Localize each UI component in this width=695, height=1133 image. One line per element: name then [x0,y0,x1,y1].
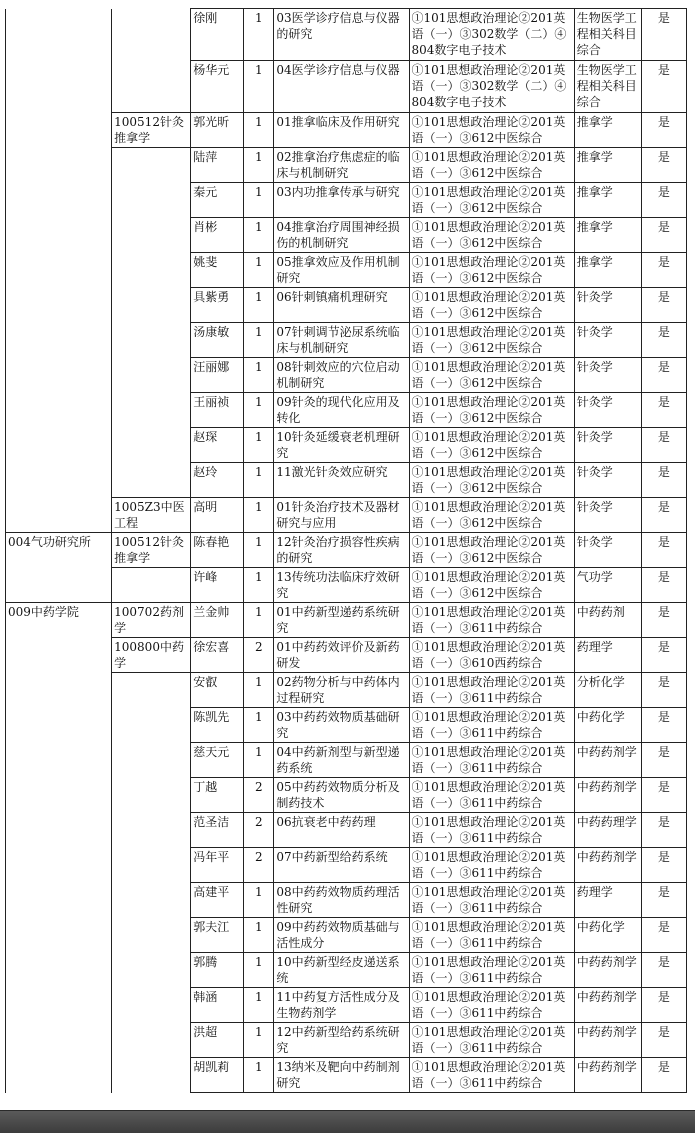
flag-cell: 是 [641,9,686,61]
supervisor-cell: 陈凯先 [191,708,244,743]
table-row [6,953,687,988]
retest-subject-cell: 药理学 [574,638,641,673]
major-cell [112,148,191,183]
research-direction-cell: 02推拿治疗焦虑症的临床与机制研究 [274,148,409,183]
retest-subject-cell: 针灸学 [574,393,641,428]
exam-subjects-cell: ①101思想政治理论②201英语（一）③612中医综合 [409,498,574,533]
table-row [6,61,687,113]
retest-subject-cell: 生物医学工程相关科目综合 [574,9,641,61]
enrollment-count-cell: 2 [244,638,274,673]
supervisor-cell: 安叡 [191,673,244,708]
department-cell [6,918,112,953]
department-cell [6,9,112,61]
flag-cell: 是 [641,61,686,113]
enrollment-count-cell: 1 [244,183,274,218]
exam-subjects-cell: ①101思想政治理论②201英语（一）③612中医综合 [409,393,574,428]
enrollment-count-cell: 1 [244,918,274,953]
research-direction-cell: 07中药新型给药系统 [274,848,409,883]
enrollment-count-cell: 1 [244,358,274,393]
research-direction-cell: 04医学诊疗信息与仪器 [274,61,409,113]
retest-subject-cell: 中药药剂学 [574,988,641,1023]
enrollment-count-cell: 1 [244,9,274,61]
department-cell [6,218,112,253]
table-row [6,918,687,953]
major-cell [112,9,191,61]
exam-subjects-cell: ①101思想政治理论②201英语（一）③611中药综合 [409,708,574,743]
department-cell [6,1058,112,1093]
exam-subjects-cell: ①101思想政治理论②201英语（一）③612中医综合 [409,568,574,603]
viewer-bottom-bar [0,1110,695,1133]
exam-subjects-cell: ①101思想政治理论②201英语（一）③612中医综合 [409,428,574,463]
table-row [6,848,687,883]
research-direction-cell: 13传统功法临床疗效研究 [274,568,409,603]
research-direction-cell: 09针灸的现代化应用及转化 [274,393,409,428]
table-row [6,813,687,848]
supervisor-cell: 范圣洁 [191,813,244,848]
table-row [6,148,687,183]
enrollment-count-cell: 1 [244,568,274,603]
enrollment-count-cell: 2 [244,813,274,848]
flag-cell: 是 [641,568,686,603]
department-cell [6,848,112,883]
flag-cell: 是 [641,883,686,918]
major-cell: 100512针灸推拿学 [112,113,191,148]
enrollment-count-cell: 1 [244,498,274,533]
flag-cell: 是 [641,323,686,358]
major-cell: 100702药剂学 [112,603,191,638]
department-cell [6,638,112,673]
retest-subject-cell: 中药药剂 [574,603,641,638]
table-row [6,113,687,148]
enrollment-count-cell: 1 [244,1023,274,1058]
table-row [6,883,687,918]
flag-cell: 是 [641,393,686,428]
table-row [6,183,687,218]
supervisor-cell: 汪丽娜 [191,358,244,393]
table-row [6,533,687,568]
flag-cell: 是 [641,428,686,463]
flag-cell: 是 [641,848,686,883]
enrollment-count-cell: 1 [244,218,274,253]
enrollment-count-cell: 1 [244,953,274,988]
supervisor-cell: 胡凯莉 [191,1058,244,1093]
table-row [6,743,687,778]
supervisor-cell: 郭光昕 [191,113,244,148]
retest-subject-cell: 中药药剂学 [574,1023,641,1058]
retest-subject-cell: 针灸学 [574,428,641,463]
department-cell [6,673,112,708]
department-cell [6,113,112,148]
major-cell [112,428,191,463]
table-row [6,778,687,813]
table-row [6,288,687,323]
supervisor-cell: 王丽祯 [191,393,244,428]
retest-subject-cell: 推拿学 [574,113,641,148]
department-cell [6,358,112,393]
flag-cell: 是 [641,743,686,778]
enrollment-count-cell: 1 [244,148,274,183]
flag-cell: 是 [641,358,686,393]
exam-subjects-cell: ①101思想政治理论②201英语（一）③611中药综合 [409,813,574,848]
department-cell [6,61,112,113]
research-direction-cell: 10针灸延缓衰老机理研究 [274,428,409,463]
exam-subjects-cell: ①101思想政治理论②201英语（一）③612中医综合 [409,358,574,393]
exam-subjects-cell: ①101思想政治理论②201英语（一）③612中医综合 [409,148,574,183]
supervisor-cell: 杨华元 [191,61,244,113]
retest-subject-cell: 中药药剂学 [574,848,641,883]
exam-subjects-cell: ①101思想政治理论②201英语（一）③612中医综合 [409,183,574,218]
flag-cell: 是 [641,498,686,533]
department-cell: 004气功研究所 [6,533,112,568]
enrollment-count-cell: 1 [244,673,274,708]
table-row [6,708,687,743]
table-row [6,463,687,498]
table-row [6,323,687,358]
table-row [6,358,687,393]
department-cell [6,148,112,183]
flag-cell: 是 [641,253,686,288]
major-cell [112,708,191,743]
enrollment-count-cell: 2 [244,848,274,883]
research-direction-cell: 04推拿治疗周围神经损伤的机制研究 [274,218,409,253]
major-cell [112,673,191,708]
research-direction-cell: 05推拿效应及作用机制研究 [274,253,409,288]
retest-subject-cell: 中药药剂学 [574,953,641,988]
table-row [6,1023,687,1058]
department-cell [6,428,112,463]
major-cell [112,288,191,323]
enrollment-count-cell: 1 [244,988,274,1023]
enrollment-count-cell: 1 [244,708,274,743]
flag-cell: 是 [641,988,686,1023]
retest-subject-cell: 针灸学 [574,358,641,393]
flag-cell: 是 [641,673,686,708]
table-row [6,498,687,533]
research-direction-cell: 01推拿临床及作用研究 [274,113,409,148]
department-cell [6,988,112,1023]
exam-subjects-cell: ①101思想政治理论②201英语（一）③611中药综合 [409,848,574,883]
supervisor-cell: 韩涵 [191,988,244,1023]
department-cell: 009中药学院 [6,603,112,638]
retest-subject-cell: 推拿学 [574,183,641,218]
retest-subject-cell: 中药药剂学 [574,778,641,813]
department-cell [6,253,112,288]
department-cell [6,708,112,743]
department-cell [6,1023,112,1058]
major-cell: 1005Z3中医工程 [112,498,191,533]
research-direction-cell: 03医学诊疗信息与仪器的研究 [274,9,409,61]
department-cell [6,183,112,218]
research-direction-cell: 03内功推拿传承与研究 [274,183,409,218]
department-cell [6,813,112,848]
enrollment-count-cell: 1 [244,463,274,498]
flag-cell: 是 [641,813,686,848]
retest-subject-cell: 中药化学 [574,708,641,743]
flag-cell: 是 [641,288,686,323]
major-cell [112,358,191,393]
supervisor-cell: 徐刚 [191,9,244,61]
exam-subjects-cell: ①101思想政治理论②201英语（一）③611中药综合 [409,953,574,988]
table-row [6,1058,687,1093]
supervisor-cell: 高建平 [191,883,244,918]
research-direction-cell: 13纳米及靶向中药制剂研究 [274,1058,409,1093]
supervisor-cell: 汤康敏 [191,323,244,358]
supervisor-cell: 赵琛 [191,428,244,463]
department-cell [6,743,112,778]
major-cell [112,1058,191,1093]
research-direction-cell: 01针灸治疗技术及器材研究与应用 [274,498,409,533]
flag-cell: 是 [641,463,686,498]
retest-subject-cell: 分析化学 [574,673,641,708]
exam-subjects-cell: ①101思想政治理论②201英语（一）③611中药综合 [409,918,574,953]
exam-subjects-cell: ①101思想政治理论②201英语（一）③611中药综合 [409,988,574,1023]
major-cell [112,1023,191,1058]
exam-subjects-cell: ①101思想政治理论②201英语（一）③611中药综合 [409,603,574,638]
exam-subjects-cell: ①101思想政治理论②201英语（一）③302数学（二）④804数字电子技术 [409,61,574,113]
major-cell [112,323,191,358]
supervisor-cell: 具紫勇 [191,288,244,323]
supervisor-cell: 许峰 [191,568,244,603]
retest-subject-cell: 针灸学 [574,533,641,568]
document-page [5,8,687,1093]
exam-subjects-cell: ①101思想政治理论②201英语（一）③611中药综合 [409,743,574,778]
department-cell [6,323,112,358]
retest-subject-cell: 中药药剂学 [574,1058,641,1093]
enrollment-count-cell: 1 [244,288,274,323]
exam-subjects-cell: ①101思想政治理论②201英语（一）③612中医综合 [409,463,574,498]
department-cell [6,498,112,533]
research-direction-cell: 08针刺效应的穴位启动机制研究 [274,358,409,393]
table-row [6,253,687,288]
major-cell [112,953,191,988]
major-cell [112,848,191,883]
supervisor-cell: 陆萍 [191,148,244,183]
retest-subject-cell: 推拿学 [574,253,641,288]
department-cell [6,953,112,988]
table-row [6,568,687,603]
major-cell [112,61,191,113]
department-cell [6,883,112,918]
enrollment-count-cell: 1 [244,1058,274,1093]
enrollment-count-cell: 1 [244,323,274,358]
flag-cell: 是 [641,638,686,673]
major-cell: 100512针灸推拿学 [112,533,191,568]
research-direction-cell: 05中药药效物质分析及制药技术 [274,778,409,813]
retest-subject-cell: 药理学 [574,883,641,918]
research-direction-cell: 10中药新型经皮递送系统 [274,953,409,988]
major-cell [112,743,191,778]
exam-subjects-cell: ①101思想政治理论②201英语（一）③611中药综合 [409,1023,574,1058]
retest-subject-cell: 中药药理学 [574,813,641,848]
table-row [6,9,687,61]
supervisor-cell: 徐宏喜 [191,638,244,673]
major-cell [112,568,191,603]
enrollment-count-cell: 1 [244,113,274,148]
exam-subjects-cell: ①101思想政治理论②201英语（一）③612中医综合 [409,253,574,288]
supervisor-cell: 陈春艳 [191,533,244,568]
flag-cell: 是 [641,113,686,148]
table-row [6,218,687,253]
table-row [6,638,687,673]
major-cell [112,918,191,953]
table-row [6,673,687,708]
supervisor-cell: 肖彬 [191,218,244,253]
major-cell: 100800中药学 [112,638,191,673]
retest-subject-cell: 针灸学 [574,498,641,533]
admissions-table [5,8,687,1093]
enrollment-count-cell: 1 [244,253,274,288]
table-row [6,603,687,638]
enrollment-count-cell: 1 [244,883,274,918]
enrollment-count-cell: 1 [244,61,274,113]
major-cell [112,883,191,918]
major-cell [112,778,191,813]
supervisor-cell: 高明 [191,498,244,533]
retest-subject-cell: 生物医学工程相关科目综合 [574,61,641,113]
enrollment-count-cell: 1 [244,393,274,428]
research-direction-cell: 03中药药效物质基础研究 [274,708,409,743]
retest-subject-cell: 针灸学 [574,323,641,358]
supervisor-cell: 郭夫江 [191,918,244,953]
flag-cell: 是 [641,708,686,743]
table-row [6,393,687,428]
supervisor-cell: 洪超 [191,1023,244,1058]
supervisor-cell: 兰金帅 [191,603,244,638]
exam-subjects-cell: ①101思想政治理论②201英语（一）③611中药综合 [409,1058,574,1093]
research-direction-cell: 04中药新剂型与新型递药系统 [274,743,409,778]
major-cell [112,253,191,288]
research-direction-cell: 06抗衰老中药药理 [274,813,409,848]
exam-subjects-cell: ①101思想政治理论②201英语（一）③611中药综合 [409,883,574,918]
department-cell [6,778,112,813]
retest-subject-cell: 中药化学 [574,918,641,953]
flag-cell: 是 [641,918,686,953]
flag-cell: 是 [641,183,686,218]
enrollment-count-cell: 1 [244,603,274,638]
supervisor-cell: 赵玲 [191,463,244,498]
research-direction-cell: 06针刺镇痛机理研究 [274,288,409,323]
flag-cell: 是 [641,148,686,183]
research-direction-cell: 11中药复方活性成分及生物药剂学 [274,988,409,1023]
exam-subjects-cell: ①101思想政治理论②201英语（一）③611中药综合 [409,673,574,708]
retest-subject-cell: 针灸学 [574,288,641,323]
supervisor-cell: 冯年平 [191,848,244,883]
department-cell [6,568,112,603]
table-row [6,988,687,1023]
exam-subjects-cell: ①101思想政治理论②201英语（一）③612中医综合 [409,533,574,568]
supervisor-cell: 慈天元 [191,743,244,778]
major-cell [112,463,191,498]
exam-subjects-cell: ①101思想政治理论②201英语（一）③612中医综合 [409,288,574,323]
major-cell [112,988,191,1023]
major-cell [112,218,191,253]
flag-cell: 是 [641,533,686,568]
table-row [6,428,687,463]
flag-cell: 是 [641,1023,686,1058]
enrollment-count-cell: 1 [244,428,274,463]
exam-subjects-cell: ①101思想政治理论②201英语（一）③612中医综合 [409,218,574,253]
research-direction-cell: 07针刺调节泌尿系统临床与机制研究 [274,323,409,358]
enrollment-count-cell: 2 [244,778,274,813]
retest-subject-cell: 推拿学 [574,218,641,253]
research-direction-cell: 01中药药效评价及新药研发 [274,638,409,673]
enrollment-count-cell: 1 [244,533,274,568]
flag-cell: 是 [641,603,686,638]
flag-cell: 是 [641,1058,686,1093]
research-direction-cell: 12针灸治疗损容性疾病的研究 [274,533,409,568]
supervisor-cell: 秦元 [191,183,244,218]
flag-cell: 是 [641,778,686,813]
research-direction-cell: 08中药药效物质药理活性研究 [274,883,409,918]
retest-subject-cell: 推拿学 [574,148,641,183]
exam-subjects-cell: ①101思想政治理论②201英语（一）③612中医综合 [409,323,574,358]
department-cell [6,463,112,498]
retest-subject-cell: 中药药剂学 [574,743,641,778]
flag-cell: 是 [641,953,686,988]
enrollment-count-cell: 1 [244,743,274,778]
major-cell [112,183,191,218]
exam-subjects-cell: ①101思想政治理论②201英语（一）③610西药综合 [409,638,574,673]
supervisor-cell: 郭腾 [191,953,244,988]
research-direction-cell: 02药物分析与中药体内过程研究 [274,673,409,708]
exam-subjects-cell: ①101思想政治理论②201英语（一）③302数学（二）④804数字电子技术 [409,9,574,61]
supervisor-cell: 姚斐 [191,253,244,288]
retest-subject-cell: 针灸学 [574,463,641,498]
research-direction-cell: 12中药新型给药系统研究 [274,1023,409,1058]
major-cell [112,813,191,848]
flag-cell: 是 [641,218,686,253]
exam-subjects-cell: ①101思想政治理论②201英语（一）③612中医综合 [409,113,574,148]
department-cell [6,393,112,428]
major-cell [112,393,191,428]
supervisor-cell: 丁越 [191,778,244,813]
exam-subjects-cell: ①101思想政治理论②201英语（一）③611中药综合 [409,778,574,813]
research-direction-cell: 09中药药效物质基础与活性成分 [274,918,409,953]
department-cell [6,288,112,323]
retest-subject-cell: 气功学 [574,568,641,603]
research-direction-cell: 11激光针灸效应研究 [274,463,409,498]
research-direction-cell: 01中药新型递药系统研究 [274,603,409,638]
